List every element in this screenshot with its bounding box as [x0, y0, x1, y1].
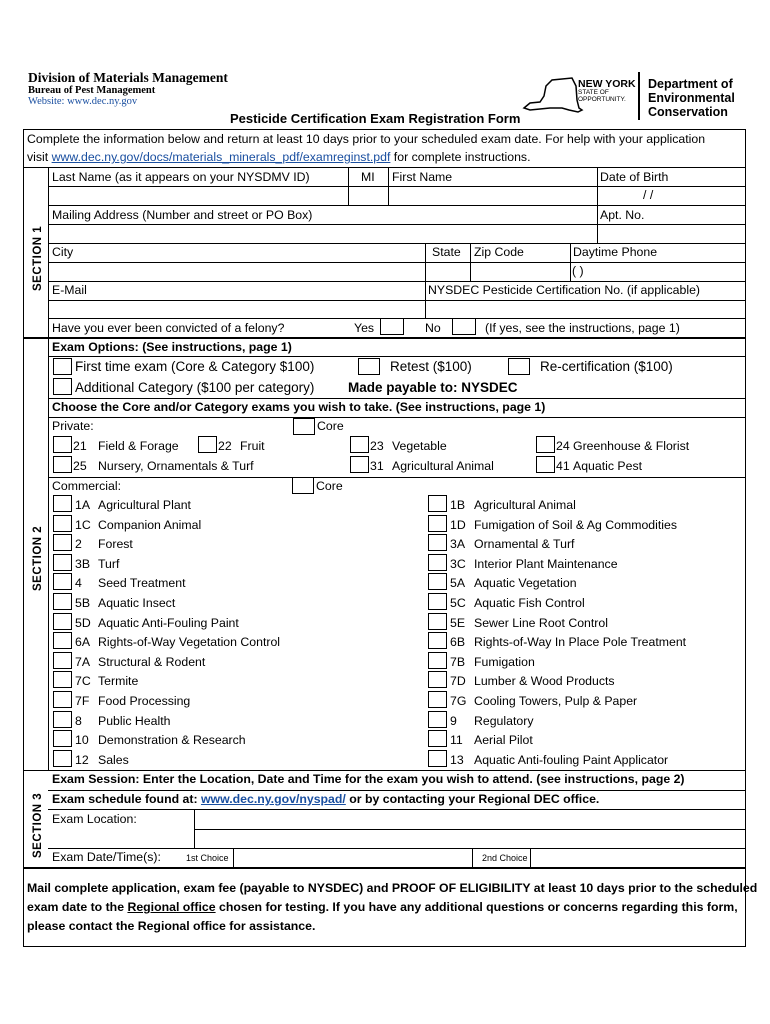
- private-41-code: 41: [556, 459, 570, 473]
- private-22-checkbox[interactable]: [198, 436, 217, 453]
- grid-line: [48, 281, 746, 282]
- city-label: City: [52, 245, 74, 259]
- commercial-5e-name: Sewer Line Root Control: [474, 616, 608, 630]
- commercial-5d-checkbox[interactable]: [53, 613, 72, 630]
- commercial-5b-code: 5B: [75, 596, 91, 610]
- commercial-7g-name: Cooling Towers, Pulp & Paper: [474, 694, 638, 708]
- grid-line: [472, 848, 473, 868]
- commercial-1c-code: 1C: [75, 518, 91, 532]
- commercial-13-code: 13: [450, 753, 464, 767]
- commercial-4-code: 4: [75, 576, 82, 590]
- additional-category-checkbox[interactable]: [53, 378, 72, 395]
- private-21-name: Field & Forage: [98, 439, 179, 453]
- zip-label: Zip Code: [474, 245, 524, 259]
- first-time-label: First time exam (Core & Category $100): [75, 359, 315, 374]
- second-choice-label: 2nd Choice: [482, 853, 528, 863]
- commercial-core-label: Core: [316, 479, 343, 493]
- dec-logo-text: [648, 77, 735, 119]
- commercial-5e-code: 5E: [450, 616, 466, 630]
- section-column-divider: [48, 167, 49, 771]
- commercial-5e-checkbox[interactable]: [428, 613, 447, 630]
- private-label: Private:: [52, 419, 94, 433]
- commercial-5d-name: Aquatic Anti-Fouling Paint: [98, 616, 239, 630]
- private-21-code: 21: [73, 439, 87, 453]
- section1-label: SECTION 1: [32, 225, 44, 291]
- commercial-2-name: Forest: [98, 537, 133, 551]
- grid-line: [48, 356, 746, 357]
- felony-question: Have you ever been convicted of a felony?: [52, 321, 285, 335]
- commercial-3c-checkbox[interactable]: [428, 554, 447, 571]
- commercial-9-checkbox[interactable]: [428, 711, 447, 728]
- no-label: No: [425, 321, 441, 335]
- recert-label: Re-certification ($100): [540, 359, 673, 374]
- instructions-link[interactable]: www.dec.ny.gov/docs/materials_minerals_pdf/examreginst.pdf: [51, 150, 391, 164]
- commercial-7f-checkbox[interactable]: [53, 691, 72, 708]
- commercial-8-code: 8: [75, 714, 82, 728]
- apt-label: Apt. No.: [600, 208, 645, 222]
- intro-line2: [27, 150, 531, 164]
- nys-logo-line2: STATE OF: [578, 89, 609, 96]
- website-text: Website: www.dec.ny.gov: [28, 96, 138, 107]
- nys-logo: [522, 72, 634, 121]
- commercial-3b-code: 3B: [75, 557, 91, 571]
- email-label: E-Mail: [52, 283, 87, 297]
- grid-line: [48, 398, 746, 399]
- section-divider: [23, 867, 746, 869]
- commercial-3a-code: 3A: [450, 537, 466, 551]
- commercial-11-name: Aerial Pilot: [474, 733, 533, 747]
- mailing-label: Mailing Address (Number and street or PO Box): [52, 208, 313, 222]
- felony-no-checkbox[interactable]: [452, 318, 476, 335]
- exam-session-heading: Exam Session: Enter the Location, Date and Time for the exam you wish to attend. (see instructions, page 2): [52, 772, 685, 786]
- private-22-name: Fruit: [240, 439, 265, 453]
- commercial-7a-checkbox[interactable]: [53, 652, 72, 669]
- first-choice-label: 1st Choice: [186, 853, 229, 863]
- commercial-7b-code: 7B: [450, 655, 466, 669]
- commercial-4-checkbox[interactable]: [53, 573, 72, 590]
- divider: [23, 167, 746, 168]
- intro-visit: visit: [27, 150, 52, 164]
- commercial-8-checkbox[interactable]: [53, 711, 72, 728]
- choose-heading: Choose the Core and/or Category exams you wish to take. (See instructions, page 1): [52, 400, 546, 414]
- felony-yes-checkbox[interactable]: [380, 318, 404, 335]
- yes-label: Yes: [354, 321, 375, 335]
- commercial-core-checkbox[interactable]: [292, 477, 314, 494]
- footer-line2-post: chosen for testing. If you have any additional questions or concerns regarding this form,: [215, 900, 738, 914]
- regional-office-text: Regional office: [127, 900, 216, 914]
- phone-parens: ( ): [572, 264, 584, 278]
- mi-label: MI: [361, 170, 375, 184]
- commercial-3a-name: Ornamental & Turf: [474, 537, 575, 551]
- nys-logo-line3: OPPORTUNITY.: [578, 96, 626, 103]
- commercial-5d-code: 5D: [75, 616, 91, 630]
- footer-line2-pre: exam date to the: [27, 900, 128, 914]
- commercial-7f-code: 7F: [75, 694, 90, 708]
- private-25-code: 25: [73, 459, 87, 473]
- commercial-5a-checkbox[interactable]: [428, 573, 447, 590]
- commercial-7c-code: 7C: [75, 674, 91, 688]
- grid-line: [48, 417, 746, 418]
- commercial-6a-name: Rights-of-Way Vegetation Control: [98, 635, 281, 649]
- payable-label: Made payable to: NYSDEC: [348, 380, 518, 395]
- exam-location-label: Exam Location:: [52, 812, 137, 826]
- intro-line1: Complete the information below and return at least 10 days prior to your scheduled exam date. For help with your application: [27, 132, 706, 146]
- private-21-checkbox[interactable]: [53, 436, 72, 453]
- phone-label: Daytime Phone: [573, 245, 658, 259]
- section-divider: [23, 770, 746, 771]
- last-name-label: Last Name (as it appears on your NYSDMV ID): [52, 170, 310, 184]
- dec-line1: Department of: [648, 77, 733, 91]
- dec-line3: Conservation: [648, 105, 728, 119]
- commercial-7d-code: 7D: [450, 674, 466, 688]
- footer-line3: please contact the Regional office for assistance.: [27, 919, 316, 933]
- commercial-11-code: 11: [450, 733, 463, 747]
- retest-label: Retest ($100): [390, 359, 472, 374]
- additional-category-label: Additional Category ($100 per category): [75, 380, 315, 395]
- section2-label: SECTION 2: [32, 525, 44, 591]
- second-choice-input[interactable]: [531, 849, 745, 867]
- commercial-7g-code: 7G: [450, 694, 467, 708]
- commercial-7g-checkbox[interactable]: [428, 691, 447, 708]
- commercial-9-code: 9: [450, 714, 457, 728]
- commercial-7d-checkbox[interactable]: [428, 671, 447, 688]
- state-label: State: [432, 245, 461, 259]
- exam-datetime-label: Exam Date/Time(s):: [52, 850, 161, 864]
- commercial-1d-code: 1D: [450, 518, 466, 532]
- felony-note: (If yes, see the instructions, page 1): [485, 321, 680, 335]
- commercial-5c-checkbox[interactable]: [428, 593, 447, 610]
- commercial-7b-name: Fumigation: [474, 655, 535, 669]
- bureau-name: Bureau of Pest Management: [28, 85, 156, 96]
- grid-line: [48, 477, 746, 478]
- exam-location-input-2[interactable]: [195, 830, 745, 848]
- exam-location-input-1[interactable]: [195, 810, 745, 829]
- grid-line: [48, 300, 746, 301]
- commercial-label: Commercial:: [52, 479, 122, 493]
- commercial-7c-name: Termite: [98, 674, 139, 688]
- commercial-1b-name: Agricultural Animal: [474, 498, 576, 512]
- private-41-checkbox[interactable]: [536, 456, 555, 473]
- logo-divider: [638, 72, 640, 120]
- commercial-7f-name: Food Processing: [98, 694, 191, 708]
- commercial-7c-checkbox[interactable]: [53, 671, 72, 688]
- commercial-2-code: 2: [75, 537, 82, 551]
- commercial-10-name: Demonstration & Research: [98, 733, 246, 747]
- grid-line: [48, 224, 746, 225]
- commercial-3b-checkbox[interactable]: [53, 554, 72, 571]
- commercial-8-name: Public Health: [98, 714, 171, 728]
- commercial-1b-code: 1B: [450, 498, 466, 512]
- commercial-1d-checkbox[interactable]: [428, 515, 447, 532]
- commercial-1d-name: Fumigation of Soil & Ag Commodities: [474, 518, 677, 532]
- commercial-2-checkbox[interactable]: [53, 534, 72, 551]
- commercial-6a-checkbox[interactable]: [53, 632, 72, 649]
- private-23-checkbox[interactable]: [350, 436, 369, 453]
- private-31-checkbox[interactable]: [350, 456, 369, 473]
- private-25-name: Nursery, Ornamentals & Turf: [98, 459, 254, 473]
- grid-line: [48, 262, 746, 263]
- private-24-checkbox[interactable]: [536, 436, 555, 453]
- schedule-pre: Exam schedule found at:: [52, 792, 201, 806]
- commercial-3c-code: 3C: [450, 557, 466, 571]
- commercial-5c-code: 5C: [450, 596, 466, 610]
- commercial-6b-name: Rights-of-Way In Place Pole Treatment: [474, 635, 687, 649]
- nys-logo-line1: NEW YORK: [578, 78, 636, 90]
- commercial-9-name: Regulatory: [474, 714, 534, 728]
- footer-line1: Mail complete application, exam fee (payable to NYSDEC) and PROOF OF ELIGIBILITY at least 10 days prior to the scheduled: [27, 881, 758, 895]
- private-31-name: Agricultural Animal: [392, 459, 494, 473]
- grid-line: [48, 205, 746, 206]
- intro-after-link: for complete instructions.: [390, 150, 531, 164]
- exam-options-heading: Exam Options: (See instructions, page 1): [52, 340, 292, 354]
- private-23-name: Vegetable: [392, 439, 447, 453]
- commercial-1a-checkbox[interactable]: [53, 495, 72, 512]
- commercial-7b-checkbox[interactable]: [428, 652, 447, 669]
- commercial-10-code: 10: [75, 733, 89, 747]
- private-22-code: 22: [218, 439, 232, 453]
- commercial-1c-name: Companion Animal: [98, 518, 202, 532]
- grid-line: [48, 243, 746, 244]
- commercial-7a-name: Structural & Rodent: [98, 655, 206, 669]
- grid-line: [48, 186, 746, 187]
- commercial-5c-name: Aquatic Fish Control: [474, 596, 585, 610]
- commercial-5a-name: Aquatic Vegetation: [474, 576, 577, 590]
- private-23-code: 23: [370, 439, 384, 453]
- commercial-3c-name: Interior Plant Maintenance: [474, 557, 618, 571]
- commercial-12-name: Sales: [98, 753, 129, 767]
- section-divider: [23, 337, 746, 339]
- commercial-7a-code: 7A: [75, 655, 91, 669]
- commercial-12-code: 12: [75, 753, 89, 767]
- private-25-checkbox[interactable]: [53, 456, 72, 473]
- commercial-4-name: Seed Treatment: [98, 576, 186, 590]
- private-41-name: Aquatic Pest: [573, 459, 643, 473]
- schedule-post: or by contacting your Regional DEC office.: [345, 792, 600, 806]
- dec-line2: Environmental: [648, 91, 735, 105]
- commercial-13-checkbox[interactable]: [428, 750, 447, 767]
- footer-line2: [27, 900, 738, 914]
- commercial-1a-code: 1A: [75, 498, 91, 512]
- section3-label: SECTION 3: [32, 792, 44, 858]
- nyspad-link[interactable]: www.dec.ny.gov/nyspad/: [200, 792, 346, 806]
- commercial-7d-name: Lumber & Wood Products: [474, 674, 615, 688]
- dob-label: Date of Birth: [600, 170, 669, 184]
- recert-checkbox[interactable]: [508, 358, 530, 375]
- commercial-1c-checkbox[interactable]: [53, 515, 72, 532]
- commercial-1b-checkbox[interactable]: [428, 495, 447, 512]
- commercial-6b-checkbox[interactable]: [428, 632, 447, 649]
- division-name: Division of Materials Management: [28, 70, 228, 85]
- private-core-checkbox[interactable]: [293, 418, 315, 435]
- first-time-checkbox[interactable]: [53, 358, 72, 375]
- commercial-1a-name: Agricultural Plant: [98, 498, 191, 512]
- commercial-6a-code: 6A: [75, 635, 91, 649]
- commercial-5b-checkbox[interactable]: [53, 593, 72, 610]
- commercial-5b-name: Aquatic Insect: [98, 596, 176, 610]
- private-24-name: Greenhouse & Florist: [573, 439, 690, 453]
- commercial-12-checkbox[interactable]: [53, 750, 72, 767]
- cert-no-label: NYSDEC Pesticide Certification No. (if applicable): [428, 283, 701, 297]
- commercial-6b-code: 6B: [450, 635, 466, 649]
- commercial-10-checkbox[interactable]: [53, 730, 72, 747]
- commercial-5a-code: 5A: [450, 576, 466, 590]
- retest-checkbox[interactable]: [358, 358, 380, 375]
- private-31-code: 31: [370, 459, 384, 473]
- first-choice-input[interactable]: [234, 849, 471, 867]
- schedule-line: [52, 792, 599, 806]
- dob-slashes: / /: [643, 188, 654, 202]
- commercial-11-checkbox[interactable]: [428, 730, 447, 747]
- commercial-13-name: Aquatic Anti-fouling Paint Applicator: [474, 753, 669, 767]
- commercial-3a-checkbox[interactable]: [428, 534, 447, 551]
- first-name-label: First Name: [392, 170, 453, 184]
- private-core-label: Core: [317, 419, 344, 433]
- grid-line: [48, 790, 746, 791]
- commercial-3b-name: Turf: [98, 557, 120, 571]
- private-24-code: 24: [556, 439, 570, 453]
- form-title: Pesticide Certification Exam Registration Form: [230, 111, 521, 126]
